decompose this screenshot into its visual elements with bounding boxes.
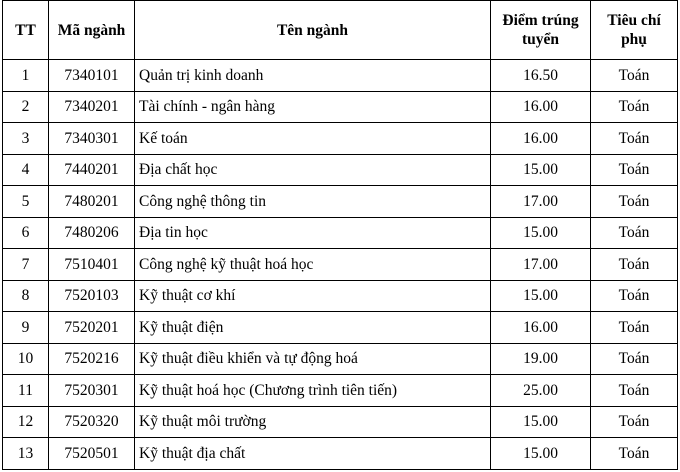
admission-scores-table — [2, 0, 678, 470]
cell-score: 16.00 — [491, 312, 591, 344]
cell-tt: 1 — [3, 60, 49, 92]
cell-score: 17.00 — [491, 249, 591, 281]
cell-tt: 6 — [3, 217, 49, 249]
cell-code: 7480206 — [49, 217, 135, 249]
header-row — [3, 1, 678, 60]
cell-name: Kế toán — [135, 123, 491, 155]
cell-score: 15.00 — [491, 438, 591, 470]
cell-name: Kỹ thuật môi trường — [135, 406, 491, 438]
table-row — [3, 60, 678, 92]
cell-name: Công nghệ thông tin — [135, 186, 491, 218]
header-name: Tên ngành — [135, 1, 491, 60]
table-row — [3, 249, 678, 281]
cell-criterion: Toán — [591, 217, 678, 249]
table-row — [3, 312, 678, 344]
cell-code: 7520320 — [49, 406, 135, 438]
cell-code: 7510401 — [49, 249, 135, 281]
cell-name: Kỹ thuật địa chất — [135, 438, 491, 470]
table-row — [3, 154, 678, 186]
cell-tt: 12 — [3, 406, 49, 438]
cell-score: 16.00 — [491, 123, 591, 155]
cell-criterion: Toán — [591, 280, 678, 312]
cell-name: Tài chính - ngân hàng — [135, 91, 491, 123]
cell-code: 7340101 — [49, 60, 135, 92]
cell-tt: 8 — [3, 280, 49, 312]
cell-name: Kỹ thuật cơ khí — [135, 280, 491, 312]
cell-criterion: Toán — [591, 123, 678, 155]
table-row — [3, 375, 678, 407]
cell-code: 7520201 — [49, 312, 135, 344]
cell-criterion: Toán — [591, 60, 678, 92]
cell-criterion: Toán — [591, 375, 678, 407]
cell-tt: 11 — [3, 375, 49, 407]
cell-tt: 5 — [3, 186, 49, 218]
cell-code: 7340201 — [49, 91, 135, 123]
header-criterion: Tiêu chí phụ — [591, 1, 678, 60]
cell-score: 15.00 — [491, 217, 591, 249]
cell-score: 15.00 — [491, 406, 591, 438]
table-header — [3, 1, 678, 60]
cell-name: Kỹ thuật điện — [135, 312, 491, 344]
cell-tt: 13 — [3, 438, 49, 470]
cell-name: Địa chất học — [135, 154, 491, 186]
cell-score: 19.00 — [491, 343, 591, 375]
cell-tt: 7 — [3, 249, 49, 281]
cell-code: 7520301 — [49, 375, 135, 407]
header-score: Điểm trúng tuyển — [491, 1, 591, 60]
cell-tt: 10 — [3, 343, 49, 375]
cell-name: Kỹ thuật hoá học (Chương trình tiên tiến) — [135, 375, 491, 407]
table-row — [3, 406, 678, 438]
cell-score: 17.00 — [491, 186, 591, 218]
cell-code: 7520216 — [49, 343, 135, 375]
cell-criterion: Toán — [591, 406, 678, 438]
cell-code: 7340301 — [49, 123, 135, 155]
cell-code: 7480201 — [49, 186, 135, 218]
cell-tt: 4 — [3, 154, 49, 186]
header-tt: TT — [3, 1, 49, 60]
header-code: Mã ngành — [49, 1, 135, 60]
cell-score: 16.50 — [491, 60, 591, 92]
cell-score: 25.00 — [491, 375, 591, 407]
cell-criterion: Toán — [591, 249, 678, 281]
cell-code: 7520501 — [49, 438, 135, 470]
cell-name: Kỹ thuật điều khiển và tự động hoá — [135, 343, 491, 375]
table-body — [3, 60, 678, 470]
cell-score: 15.00 — [491, 154, 591, 186]
cell-tt: 2 — [3, 91, 49, 123]
cell-name: Quản trị kinh doanh — [135, 60, 491, 92]
cell-criterion: Toán — [591, 312, 678, 344]
cell-code: 7440201 — [49, 154, 135, 186]
cell-score: 15.00 — [491, 280, 591, 312]
table-row — [3, 217, 678, 249]
cell-criterion: Toán — [591, 438, 678, 470]
cell-tt: 3 — [3, 123, 49, 155]
table-row — [3, 438, 678, 470]
cell-criterion: Toán — [591, 91, 678, 123]
table-row — [3, 343, 678, 375]
table-row — [3, 186, 678, 218]
table-row — [3, 123, 678, 155]
cell-criterion: Toán — [591, 343, 678, 375]
cell-name: Công nghệ kỹ thuật hoá học — [135, 249, 491, 281]
cell-tt: 9 — [3, 312, 49, 344]
table-row — [3, 280, 678, 312]
table-row — [3, 91, 678, 123]
cell-name: Địa tin học — [135, 217, 491, 249]
cell-score: 16.00 — [491, 91, 591, 123]
cell-criterion: Toán — [591, 154, 678, 186]
cell-criterion: Toán — [591, 186, 678, 218]
cell-code: 7520103 — [49, 280, 135, 312]
